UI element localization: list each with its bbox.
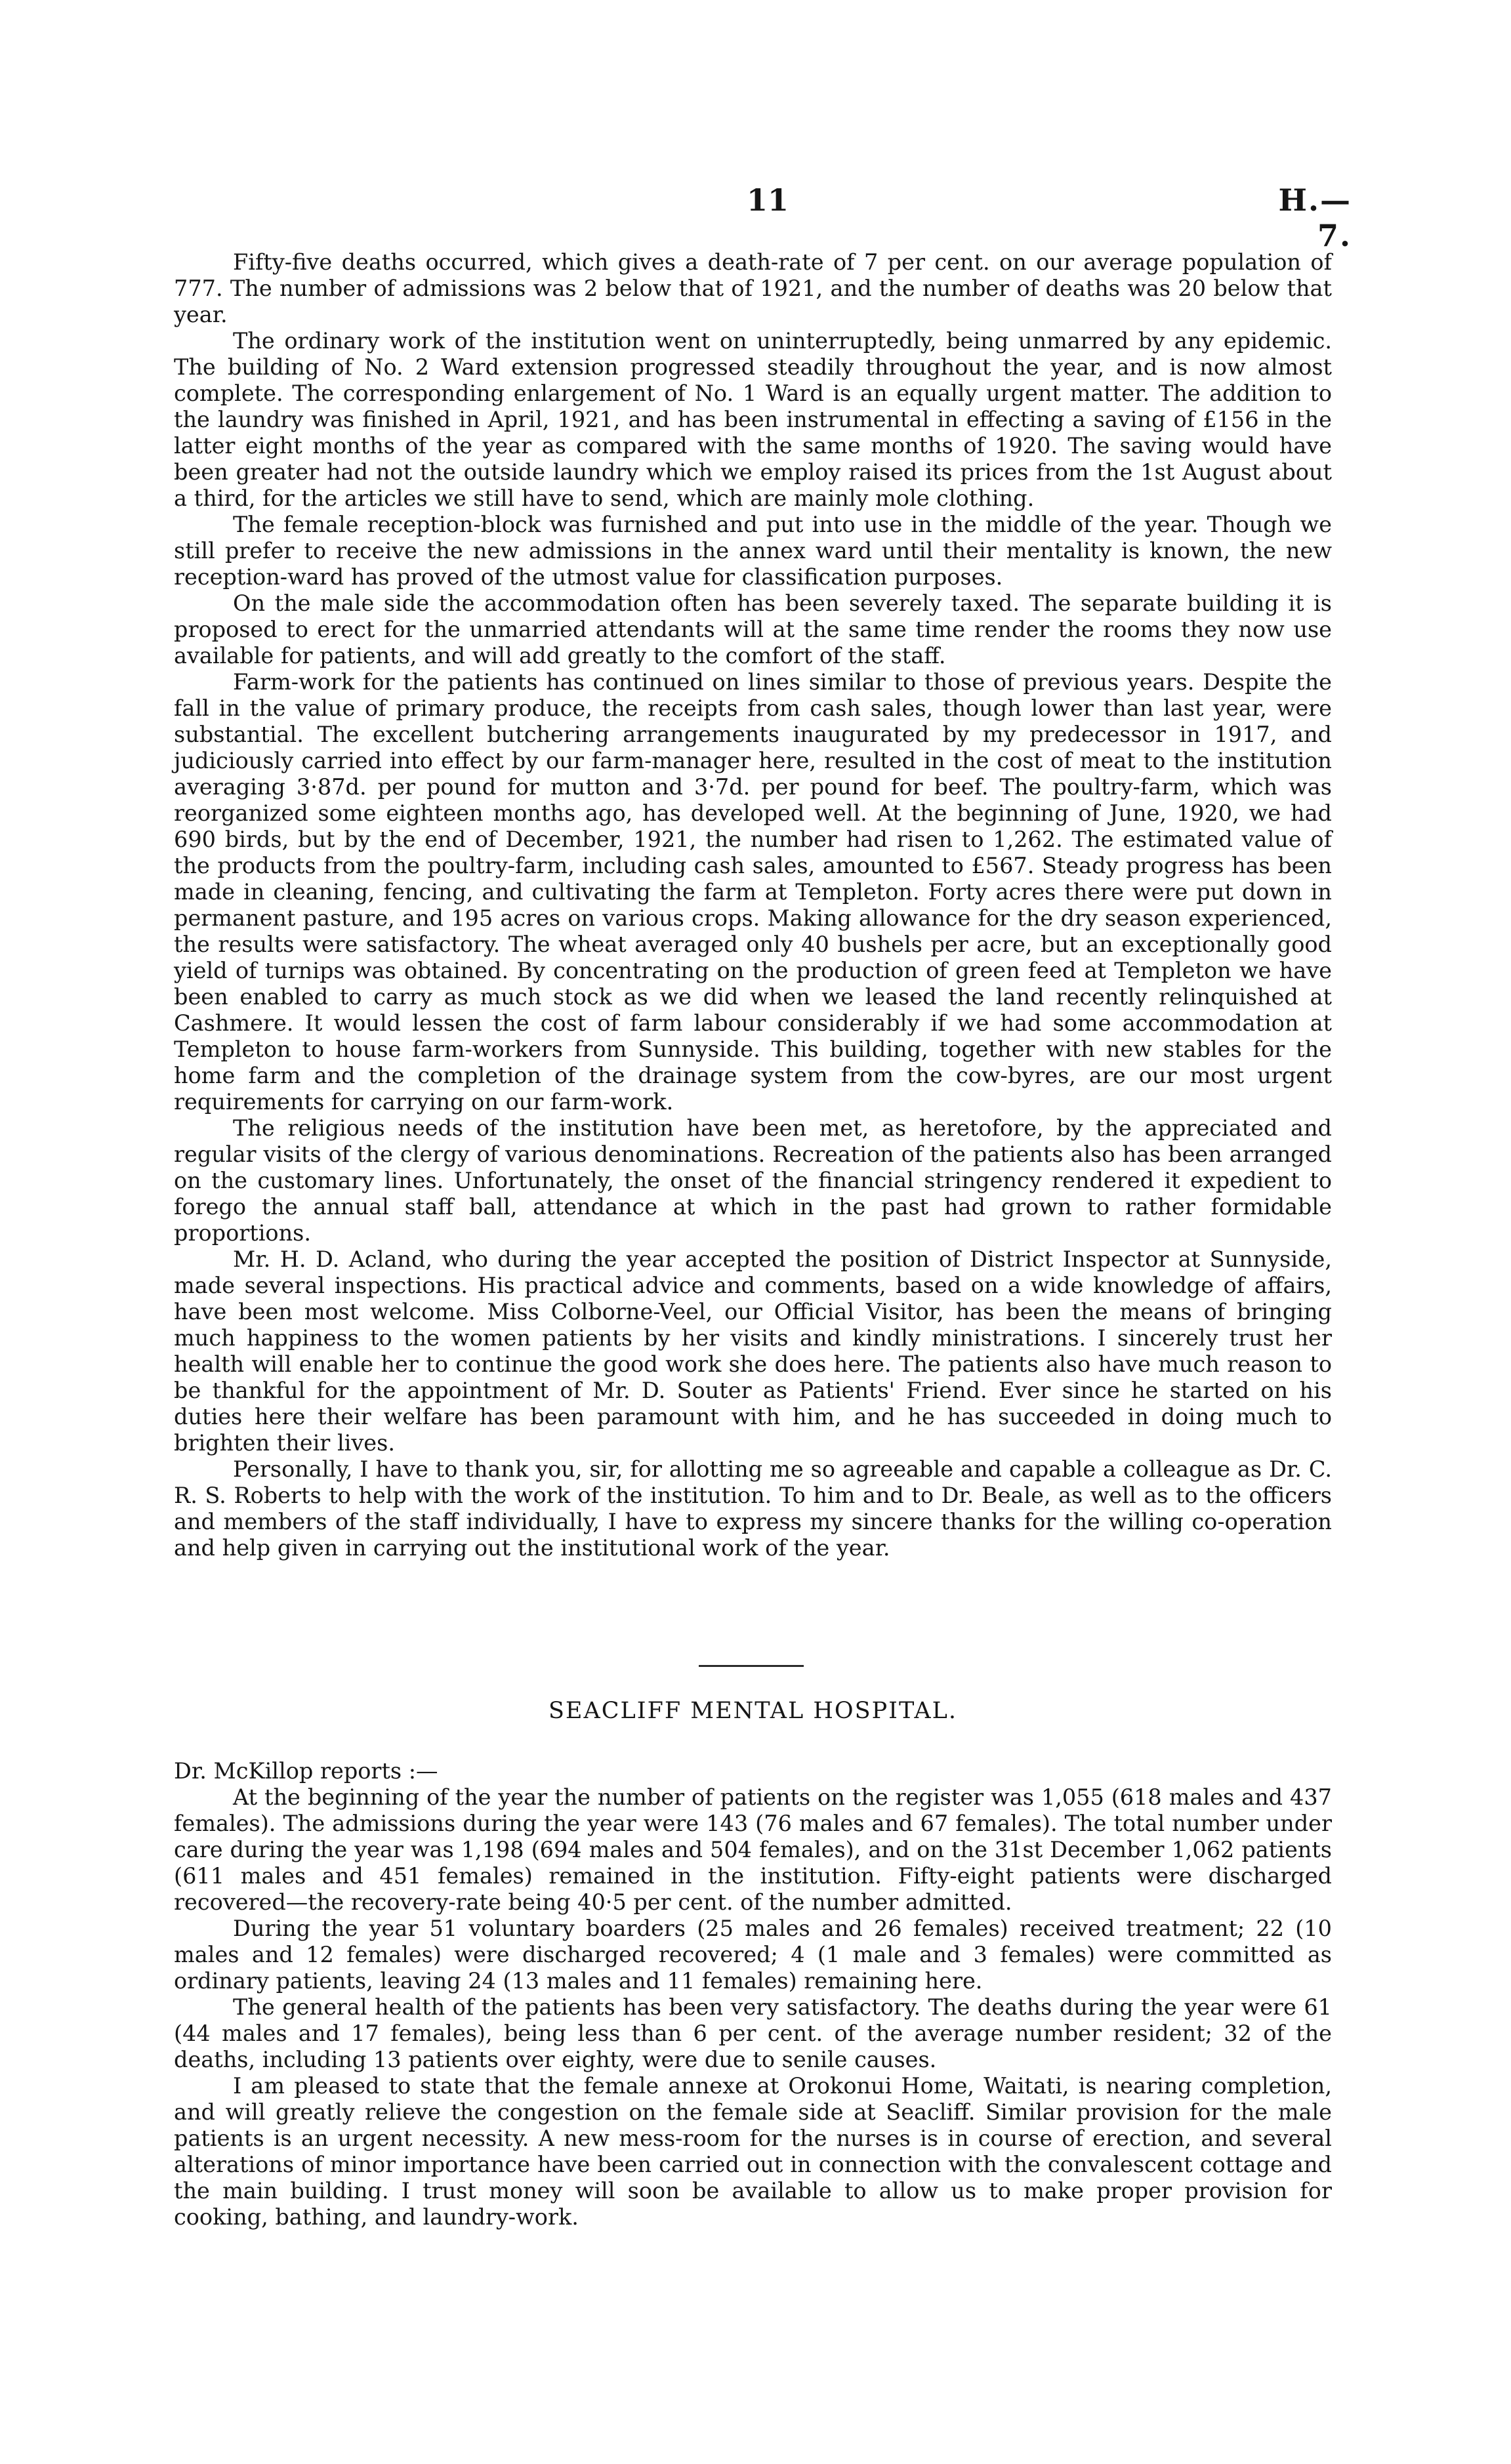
- paragraph: Personally, I have to thank you, sir, for allotting me so agreeable and capable a colleague as Dr. C. R. S. Roberts to help with the work of the institution. To him and to Dr. Beale, as well as to the officers and members of the staff individually, I have to express my sincere thanks for the willing co-operation and help given in carrying out the institutional work of the year.: [174, 1456, 1332, 1561]
- section-heading: SEACLIFF MENTAL HOSPITAL.: [548, 1698, 958, 1724]
- reporter-line: Dr. McKillop reports :—: [174, 1758, 438, 1784]
- paragraph: Farm-work for the patients has continued on lines similar to those of previous years. Despite the fall in the value of primary produce, the receipts from cash sales, though lower than last year, were substantial. The excellent butchering arrangements inaugurated by my predecessor in 1917, and judiciously carried into effect by our farm-manager here, resulted in the cost of meat to the institution averaging 3·87d. per pound for mutton and 3·7d. per pound for beef. The poultry-farm, which was reorganized some eighteen months ago, has developed well. At the beginning of June, 1920, we had 690 birds, but by the end of December, 1921, the number had risen to 1,262. The estimated value of the products from the poultry-farm, including cash sales, amounted to £567. Steady progress has been made in cleaning, fencing, and cultivating the farm at Templeton. Forty acres there were put down in permanent pasture, and 195 acres on various crops. Making allowance for the dry season experienced, the results were satisfactory. The wheat averaged only 40 bushels per acre, but an exceptionally good yield of turnips was obtained. By concentrating on the production of green feed at Templeton we have been enabled to carry as much stock as we did when we leased the land recently relinquished at Cashmere. It would lessen the cost of farm labour considerably if we had some accommodation at Templeton to house farm-workers from Sunnyside. This building, together with new stables for the home farm and the completion of the drainage system from the cow-byres, are our most urgent requirements for carrying on our farm-work.: [174, 669, 1332, 1115]
- paragraph: On the male side the accommodation often has been severely taxed. The separate building it is proposed to erect for the unmarried attendants will at the same time render the rooms they now use available for patients, and will add greatly to the comfort of the staff.: [174, 590, 1332, 668]
- section-divider: [699, 1665, 804, 1667]
- seacliff-report-body: [174, 1758, 1332, 2230]
- sunnyside-report-body: [174, 249, 1332, 1561]
- page-number: 11: [746, 182, 789, 218]
- paragraph: At the beginning of the year the number of patients on the register was 1,055 (618 males and 437 females). The admissions during the year were 143 (76 males and 67 females). The total number under care during the year was 1,198 (694 males and 504 females), and on the 31st December 1,062 patients (611 males and 451 females) remained in the institution. Fifty-eight patients were discharged recovered—the recovery-rate being 40·5 per cent. of the number admitted.: [174, 1784, 1332, 1915]
- paragraph: The female reception-block was furnished and put into use in the middle of the year. Though we still prefer to receive the new admissions in the annex ward until their mentality is known, the new reception-ward has proved of the utmost value for classification purposes.: [174, 512, 1332, 590]
- paragraph: During the year 51 voluntary boarders (25 males and 26 females) received treatment; 22 (10 males and 12 females) were discharged recovered; 4 (1 male and 3 females) were committed as ordinary patients, leaving 24 (13 males and 11 females) remaining here.: [174, 1916, 1332, 1994]
- paragraph: The general health of the patients has been very satisfactory. The deaths during the year were 61 (44 males and 17 females), being less than 6 per cent. of the average number resident; 32 of the deaths, including 13 patients over eighty, were due to senile causes.: [174, 1994, 1332, 2072]
- paragraph: The ordinary work of the institution went on uninterruptedly, being unmarred by any epidemic. The building of No. 2 Ward extension progressed steadily throughout the year, and is now almost complete. The corresponding enlargement of No. 1 Ward is an equally urgent matter. The addition to the laundry was finished in April, 1921, and has been instrumental in effecting a saving of £156 in the latter eight months of the year as compared with the same months of 1920. The saving would have been greater had not the outside laundry which we employ raised its prices from the 1st August about a third, for the articles we still have to send, which are mainly mole clothing.: [174, 328, 1332, 511]
- document-reference: H.—7.: [1278, 182, 1352, 253]
- paragraph: I am pleased to state that the female annexe at Orokonui Home, Waitati, is nearing completion, and will greatly relieve the congestion on the female side at Seacliff. Similar provision for the male patients is an urgent necessity. A new mess-room for the nurses is in course of erection, and several alterations of minor importance have been carried out in connection with the convalescent cottage and the main building. I trust money will soon be available to allow us to make proper provision for cooking, bathing, and laundry-work.: [174, 2073, 1332, 2230]
- paragraph: Mr. H. D. Acland, who during the year accepted the position of District Inspector at Sunnyside, made several inspections. His practical advice and comments, based on a wide knowledge of affairs, have been most welcome. Miss Colborne-Veel, our Official Visitor, has been the means of bringing much happiness to the women patients by her visits and kindly ministrations. I sincerely trust her health will enable her to continue the good work she does here. The patients also have much reason to be thankful for the appointment of Mr. D. Souter as Patients' Friend. Ever since he started on his duties here their welfare has been paramount with him, and he has succeeded in doing much to brighten their lives.: [174, 1246, 1332, 1456]
- paragraph: The religious needs of the institution have been met, as heretofore, by the appreciated and regular visits of the clergy of various denominations. Recreation of the patients also has been arranged on the customary lines. Unfortunately, the onset of the financial stringency rendered it expedient to forego the annual staff ball, attendance at which in the past had grown to rather formidable proportions.: [174, 1115, 1332, 1246]
- paragraph: Fifty-five deaths occurred, which gives a death-rate of 7 per cent. on our average population of 777. The number of admissions was 2 below that of 1921, and the number of deaths was 20 below that year.: [174, 249, 1332, 327]
